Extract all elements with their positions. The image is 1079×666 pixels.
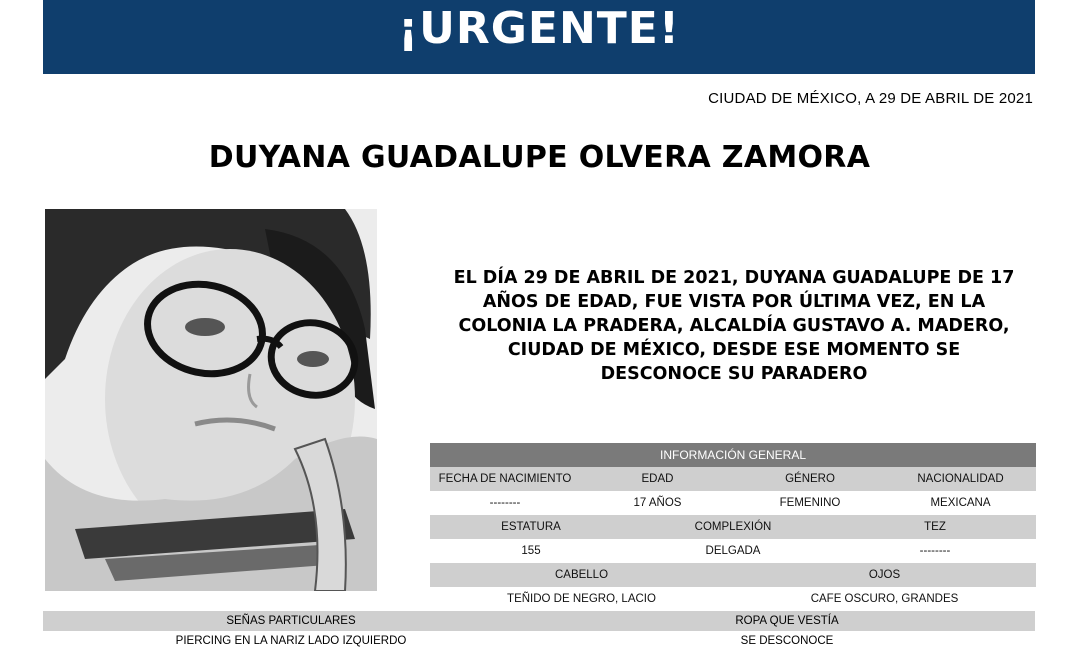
dateline: CIUDAD DE MÉXICO, A 29 DE ABRIL DE 2021	[708, 90, 1033, 107]
label-build: COMPLEXIÓN	[694, 521, 772, 533]
label-hair: CABELLO	[554, 569, 609, 581]
value-build: DELGADA	[705, 545, 761, 557]
info-values-row-2	[430, 539, 1036, 563]
label-age: EDAD	[641, 473, 674, 485]
value-clothing: SE DESCONOCE	[740, 635, 834, 647]
value-distinguishing-marks: PIERCING EN LA NARIZ LADO IZQUIERDO	[175, 635, 407, 647]
description-line: EL DÍA 29 DE ABRIL DE 2021, DUYANA GUADALUPE DE 17	[453, 268, 1015, 288]
label-eyes: OJOS	[868, 569, 901, 581]
description-line: DESCONOCE SU PARADERO	[600, 364, 868, 384]
info-labels-row-3	[430, 563, 1036, 587]
info-table-header	[430, 443, 1036, 467]
banner-title: ¡URGENTE!	[398, 3, 680, 54]
info-values-row-1	[430, 491, 1036, 515]
disappearance-description	[434, 266, 1034, 386]
description-line: AÑOS DE EDAD, FUE VISTA POR ÚLTIMA VEZ, EN LA	[482, 292, 986, 312]
value-skin-tone: --------	[919, 545, 951, 557]
value-height: 155	[521, 545, 541, 557]
person-name: DUYANA GUADALUPE OLVERA ZAMORA	[208, 140, 871, 175]
bottom-labels-row	[43, 611, 1035, 631]
value-eyes: CAFE OSCURO, GRANDES	[810, 593, 959, 605]
info-table-title: INFORMACIÓN GENERAL	[659, 448, 806, 462]
portrait-illustration	[45, 209, 377, 591]
value-nationality: MEXICANA	[930, 497, 991, 509]
info-values-row-3	[430, 587, 1036, 611]
label-skin-tone: TEZ	[924, 521, 946, 533]
label-birthdate: FECHA DE NACIMIENTO	[438, 473, 572, 485]
info-labels-row-1	[430, 467, 1036, 491]
label-nationality: NACIONALIDAD	[917, 473, 1004, 485]
value-gender: FEMENINO	[779, 497, 841, 509]
urgent-banner	[43, 0, 1035, 74]
value-age: 17 AÑOS	[633, 497, 682, 509]
description-line: COLONIA LA PRADERA, ALCALDÍA GUSTAVO A. MADERO,	[458, 316, 1010, 336]
value-hair: TEÑIDO DE NEGRO, LACIO	[507, 593, 656, 605]
value-birthdate: --------	[489, 497, 521, 509]
info-labels-row-2	[430, 515, 1036, 539]
label-distinguishing-marks: SEÑAS PARTICULARES	[226, 615, 356, 627]
label-clothing: ROPA QUE VESTÍA	[735, 615, 839, 627]
label-height: ESTATURA	[501, 521, 561, 533]
description-line: CIUDAD DE MÉXICO, DESDE ESE MOMENTO SE	[507, 340, 961, 360]
bottom-values-row	[43, 631, 1035, 651]
label-gender: GÉNERO	[785, 473, 835, 485]
person-photo	[45, 209, 377, 591]
